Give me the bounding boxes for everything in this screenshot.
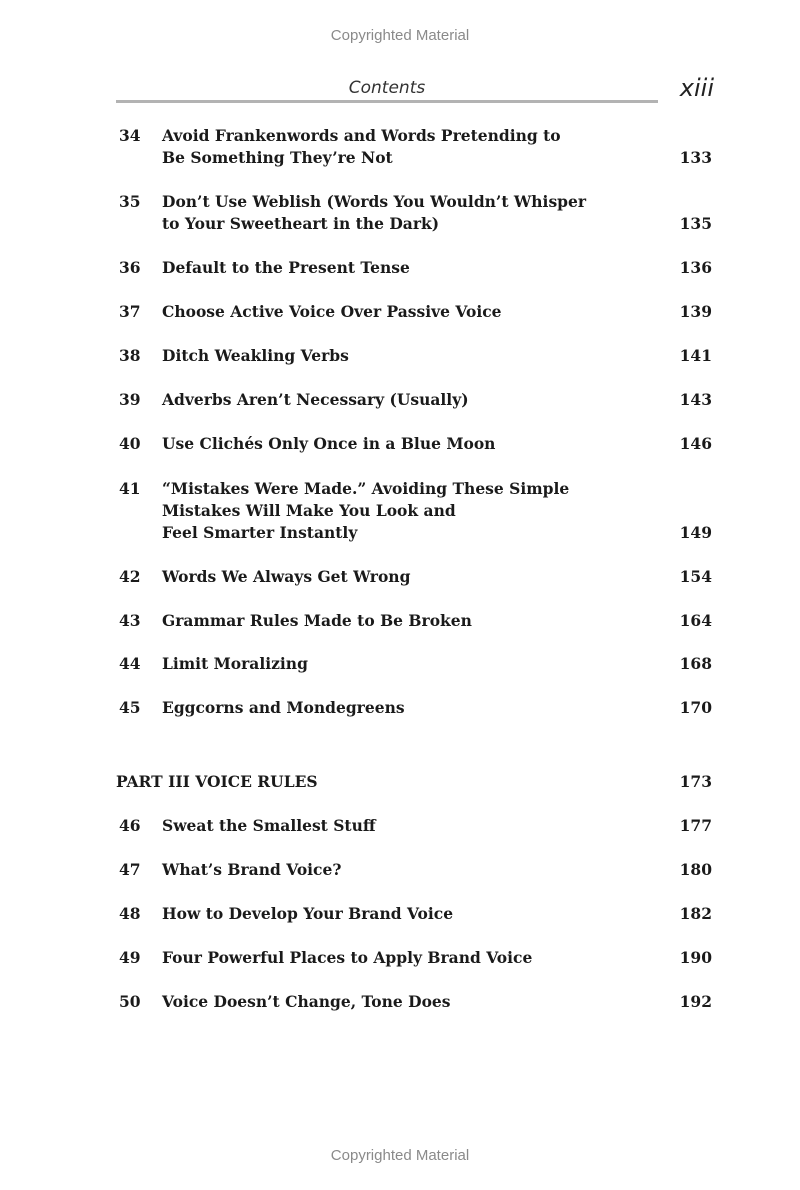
chapter-title: Voice Doesn’t Change, Tone Does — [162, 992, 451, 1011]
chapter-title: Limit Moralizing — [162, 654, 308, 673]
chapter-number: 40 — [119, 434, 141, 453]
chapter-title: Sweat the Smallest Stuff — [162, 816, 376, 835]
page-number: 182 — [679, 904, 712, 923]
chapter-title: Four Powerful Places to Apply Brand Voice — [162, 948, 533, 967]
chapter-title: Grammar Rules Made to Be Broken — [162, 611, 472, 630]
page-number: 141 — [679, 346, 712, 365]
page-number: 146 — [679, 434, 712, 453]
toc-part-heading[interactable] — [116, 771, 712, 793]
toc-entry[interactable] — [116, 653, 712, 675]
chapter-title: Choose Active Voice Over Passive Voice — [162, 302, 502, 321]
chapter-number: 48 — [119, 904, 141, 923]
toc-entry[interactable] — [116, 125, 712, 169]
page-number: 149 — [679, 523, 712, 542]
chapter-number: 34 — [119, 126, 141, 145]
chapter-number: 46 — [119, 816, 141, 835]
watermark-top: Copyrighted Material — [330, 27, 470, 44]
page-number: 190 — [679, 948, 712, 967]
page-number: 143 — [679, 390, 712, 409]
page-number: 192 — [679, 992, 712, 1011]
chapter-title: Ditch Weakling Verbs — [162, 346, 349, 365]
chapter-number: 50 — [119, 992, 141, 1011]
part-title: PART III VOICE RULES — [116, 772, 318, 791]
toc-entry[interactable] — [116, 257, 712, 279]
chapter-title: Eggcorns and Mondegreens — [162, 698, 405, 717]
page-folio: xiii — [679, 74, 714, 102]
page-number: 136 — [679, 258, 712, 277]
chapter-number: 37 — [119, 302, 141, 321]
toc-entry[interactable] — [116, 478, 712, 544]
chapter-title: “Mistakes Were Made.” Avoiding These Simple Mistakes Will Make You Look and Feel Smarter Instantly — [162, 479, 570, 542]
header-rule — [116, 100, 658, 103]
running-title: Contents — [348, 78, 426, 98]
toc-entry[interactable] — [116, 345, 712, 367]
page-number: 164 — [679, 611, 712, 630]
page-number: 168 — [679, 654, 712, 673]
chapter-number: 43 — [119, 611, 141, 630]
chapter-title: Adverbs Aren’t Necessary (Usually) — [162, 390, 469, 409]
chapter-title: Words We Always Get Wrong — [162, 567, 411, 586]
chapter-title: What’s Brand Voice? — [162, 860, 342, 879]
chapter-number: 41 — [119, 479, 141, 498]
toc-entry[interactable] — [116, 433, 712, 455]
toc-entry[interactable] — [116, 697, 712, 719]
chapter-title: Don’t Use Weblish (Words You Wouldn’t Whisper to Your Sweetheart in the Dark) — [162, 192, 587, 233]
chapter-number: 35 — [119, 192, 141, 211]
chapter-number: 39 — [119, 390, 141, 409]
chapter-number: 49 — [119, 948, 141, 967]
toc-entry[interactable] — [116, 859, 712, 881]
chapter-number: 44 — [119, 654, 141, 673]
toc-entry[interactable] — [116, 903, 712, 925]
chapter-number: 47 — [119, 860, 141, 879]
page-number: 180 — [679, 860, 712, 879]
page-number: 173 — [679, 772, 712, 791]
page-number: 133 — [679, 148, 712, 167]
chapter-title: How to Develop Your Brand Voice — [162, 904, 454, 923]
page-number: 170 — [679, 698, 712, 717]
chapter-title: Use Clichés Only Once in a Blue Moon — [162, 434, 496, 453]
chapter-number: 36 — [119, 258, 141, 277]
page-number: 135 — [679, 214, 712, 233]
toc-entry[interactable] — [116, 991, 712, 1013]
page-number: 177 — [679, 816, 712, 835]
toc-entry[interactable] — [116, 566, 712, 588]
watermark-bottom: Copyrighted Material — [330, 1147, 470, 1164]
chapter-number: 45 — [119, 698, 141, 717]
page-number: 139 — [679, 302, 712, 321]
toc-entry[interactable] — [116, 947, 712, 969]
toc-entry[interactable] — [116, 815, 712, 837]
chapter-number: 42 — [119, 567, 141, 586]
toc-entry[interactable] — [116, 191, 712, 235]
toc-entry[interactable] — [116, 301, 712, 323]
chapter-title: Avoid Frankenwords and Words Pretending to Be Something They’re Not — [162, 126, 561, 167]
toc-entry[interactable] — [116, 610, 712, 632]
page-number: 154 — [679, 567, 712, 586]
toc-entry[interactable] — [116, 389, 712, 411]
chapter-title: Default to the Present Tense — [162, 258, 410, 277]
chapter-number: 38 — [119, 346, 141, 365]
